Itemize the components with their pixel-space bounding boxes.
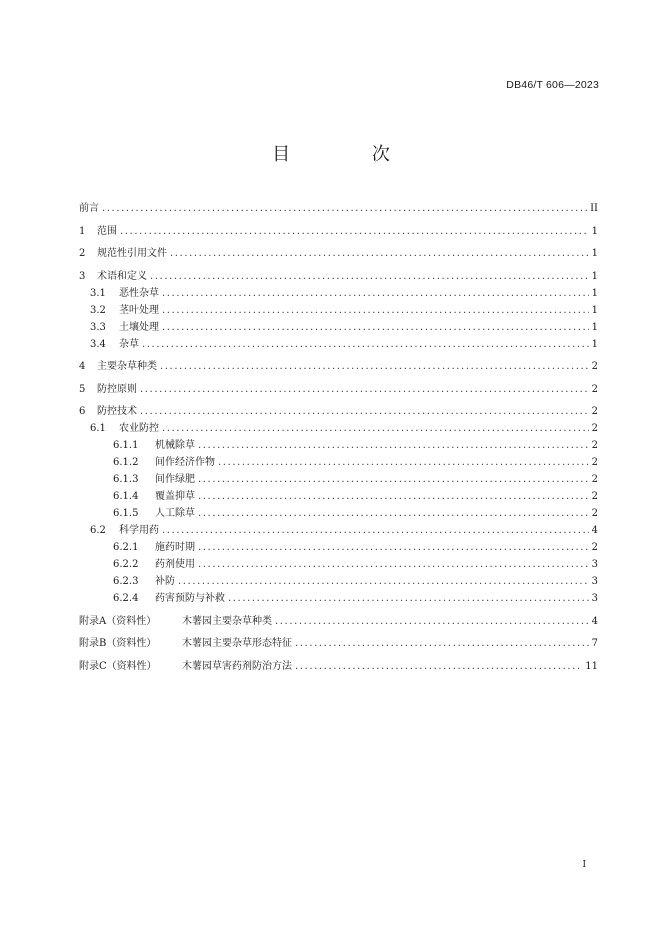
toc-leader-dots: [120, 223, 589, 240]
toc-entry-label: 药剂使用: [155, 559, 195, 570]
toc-entry[interactable]: [79, 381, 598, 398]
toc-entry[interactable]: [79, 358, 598, 375]
toc-entry-number: 附录C（资料性）: [79, 660, 157, 672]
toc-entry[interactable]: [79, 488, 598, 505]
toc-leader-dots: [162, 285, 589, 302]
toc-entry[interactable]: [79, 522, 598, 539]
toc-entry-label: 木薯园主要杂草形态特征: [182, 638, 292, 649]
document-code: DB46/T 606—2023: [506, 79, 599, 91]
toc-entry-label: 恶性杂草: [119, 287, 159, 299]
toc-leader-dots: [295, 635, 589, 652]
toc-entry-page: 3: [591, 576, 598, 587]
toc-entry-page: 1: [591, 304, 598, 316]
toc-entry[interactable]: [79, 437, 598, 454]
toc-leader-dots: [140, 381, 589, 398]
toc-entry[interactable]: [79, 245, 598, 262]
toc-entry[interactable]: [79, 285, 598, 302]
toc-entry-label: 主要杂草种类: [97, 361, 157, 372]
toc-entry-label: 茎叶处理: [119, 304, 159, 316]
toc-entry-page: 2: [591, 383, 598, 395]
toc-entry-label: 规范性引用文件: [97, 248, 167, 259]
toc-entry-label: 防控技术: [97, 406, 137, 417]
toc-leader-dots: [162, 522, 589, 539]
toc-entry-page: 2: [591, 457, 598, 468]
toc-entry-page: 1: [591, 338, 598, 350]
toc-entry[interactable]: [79, 268, 598, 285]
toc-entry-annex[interactable]: [79, 635, 598, 652]
toc-entry-page: 2: [591, 508, 598, 519]
toc-entry-label: 覆盖抑草: [155, 491, 195, 502]
toc-entry[interactable]: [79, 223, 598, 240]
toc-leader-dots: [198, 437, 589, 454]
toc-entry-number: 6: [79, 406, 86, 417]
toc-entry-label: 范围: [97, 225, 117, 237]
toc-entry[interactable]: [79, 454, 598, 471]
toc-entry-number: 6.1.5: [113, 508, 139, 519]
toc-entry-number: 2: [79, 248, 86, 259]
toc-entry[interactable]: [79, 573, 598, 590]
toc-entry-label: 间作经济作物: [155, 457, 215, 468]
toc-leader-dots: [198, 556, 589, 573]
toc-entry[interactable]: [79, 420, 598, 437]
toc-entry-number: 3.3: [90, 321, 106, 333]
toc-entry-page: II: [590, 203, 598, 214]
toc-entry-label: 药害预防与补救: [155, 593, 225, 604]
toc-entry-label: 土壤处理: [119, 321, 159, 333]
toc-entry-label: 科学用药: [119, 525, 159, 536]
toc-entry-page: 4: [591, 525, 598, 536]
toc-leader-dots: [295, 658, 582, 675]
toc-entry-page: 1: [591, 270, 598, 282]
toc-entry-number: 6.2: [90, 525, 106, 536]
toc-entry[interactable]: [79, 556, 598, 573]
page-title: 目 次: [272, 144, 428, 165]
toc-entry-page: 1: [591, 248, 598, 259]
toc-entry-number: 附录B（资料性）: [79, 638, 157, 649]
toc-leader-dots: [160, 358, 589, 375]
toc-leader-dots: [170, 245, 589, 262]
table-of-contents: [79, 200, 598, 675]
toc-entry-page: 1: [591, 287, 598, 299]
page-number: I: [582, 860, 586, 870]
toc-entry-page: 1: [591, 321, 598, 333]
toc-entry-label: 前言: [79, 203, 99, 214]
toc-entry-page: 3: [591, 559, 598, 570]
toc-entry-page: 4: [591, 615, 598, 627]
toc-entry-page: 2: [591, 406, 598, 417]
toc-entry-label: 术语和定义: [97, 270, 147, 282]
toc-entry[interactable]: [79, 403, 598, 420]
toc-leader-dots: [275, 613, 589, 630]
toc-entry-label: 人工除草: [155, 508, 195, 519]
toc-entry-number: 3.1: [90, 287, 106, 299]
toc-leader-dots: [178, 573, 589, 590]
toc-entry[interactable]: [79, 590, 598, 607]
toc-entry-number: 4: [79, 361, 86, 372]
toc-entry-number: 6.1.3: [113, 474, 139, 485]
toc-entry-label: 间作绿肥: [155, 474, 195, 485]
toc-entry-number: 6.1.4: [113, 491, 139, 502]
toc-entry-page: 2: [591, 474, 598, 485]
toc-entry[interactable]: [79, 471, 598, 488]
toc-entry-page: 7: [591, 638, 598, 649]
toc-entry-page: 2: [591, 361, 598, 372]
toc-entry-number: 6.2.3: [113, 576, 139, 587]
toc-entry-number: 6.1.1: [113, 440, 139, 451]
toc-leader-dots: [150, 268, 589, 285]
toc-entry-annex[interactable]: [79, 658, 598, 675]
toc-entry-page: 3: [591, 593, 598, 604]
toc-entry-number: 6.2.2: [113, 559, 139, 570]
toc-entry-page: 2: [591, 491, 598, 502]
toc-entry[interactable]: [79, 302, 598, 319]
toc-leader-dots: [162, 319, 589, 336]
toc-leader-dots: [198, 539, 589, 556]
toc-entry-number: 6.1: [90, 423, 106, 434]
toc-leader-dots: [142, 336, 589, 353]
toc-entry-number: 1: [79, 225, 86, 237]
toc-entry-number: 3.4: [90, 338, 106, 350]
toc-entry[interactable]: [79, 319, 598, 336]
toc-leader-dots: [162, 420, 589, 437]
toc-entry[interactable]: [79, 539, 598, 556]
toc-entry[interactable]: [79, 505, 598, 522]
toc-entry-label: 施药时期: [155, 542, 195, 553]
toc-leader-dots: [218, 454, 589, 471]
toc-entry-label: 木薯园草害药剂防治方法: [182, 660, 292, 672]
toc-entry-page: 1: [591, 225, 598, 237]
toc-entry-number: 5: [79, 383, 86, 395]
toc-entry-number: 6.2.1: [113, 542, 139, 553]
toc-entry-annex[interactable]: [79, 613, 598, 630]
toc-leader-dots: [198, 471, 589, 488]
toc-leader-dots: [198, 505, 589, 522]
toc-entry-number: 3: [79, 270, 86, 282]
toc-leader-dots: [102, 200, 587, 217]
toc-entry-label: 补防: [155, 576, 175, 587]
toc-entry[interactable]: [79, 200, 598, 217]
toc-leader-dots: [228, 590, 589, 607]
toc-entry-label: 木薯园主要杂草种类: [182, 615, 272, 627]
toc-entry-label: 农业防控: [119, 423, 159, 434]
toc-entry-label: 机械除草: [155, 440, 195, 451]
toc-entry-page: 2: [591, 423, 598, 434]
toc-entry-page: 2: [591, 440, 598, 451]
toc-entry-label: 杂草: [119, 338, 139, 350]
toc-entry-number: 6.2.4: [113, 593, 139, 604]
toc-entry[interactable]: [79, 336, 598, 353]
toc-entry-number: 6.1.2: [113, 457, 139, 468]
toc-leader-dots: [140, 403, 589, 420]
toc-leader-dots: [162, 302, 589, 319]
toc-entry-number: 3.2: [90, 304, 106, 316]
toc-entry-page: 11: [585, 660, 598, 672]
toc-entry-number: 附录A（资料性）: [79, 615, 157, 627]
toc-entry-page: 2: [591, 542, 598, 553]
toc-leader-dots: [198, 488, 589, 505]
toc-entry-label: 防控原则: [97, 383, 137, 395]
